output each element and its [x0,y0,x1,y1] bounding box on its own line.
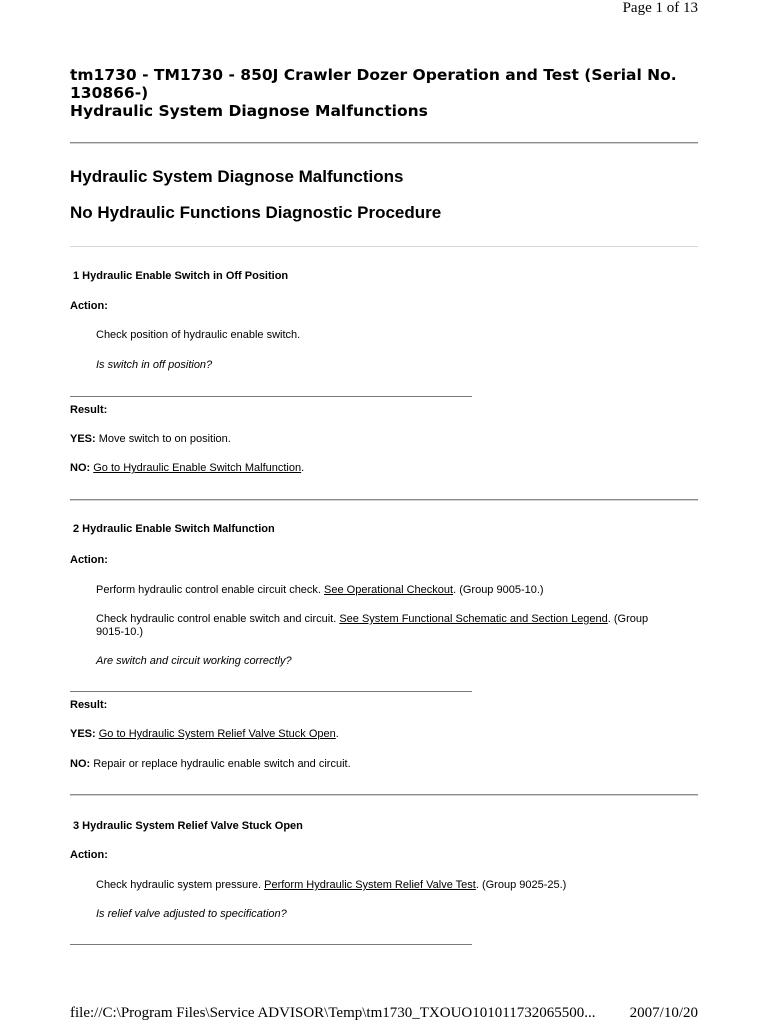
yes-label: YES: [70,433,96,445]
step-2-action-2-link[interactable]: See System Functional Schematic and Section Legend [339,613,608,625]
step-2-action-1 [96,584,544,597]
title-line-3: Hydraulic System Diagnose Malfunctions [70,102,428,120]
step-2-action-1-tail: . (Group 9005-10.) [453,584,544,596]
no-label: NO: [70,758,91,770]
step-2-action-2-text: Check hydraulic control enable switch and circuit. [96,613,340,625]
step-2-question: Are switch and circuit working correctly? [96,655,292,667]
step-1-title: 1 Hydraulic Enable Switch in Off Position [73,270,289,282]
step-1-no-tail: . [301,462,305,474]
title-divider [70,142,698,144]
step-1-yes [70,433,231,446]
step-2-yes-link[interactable]: Go to Hydraulic System Relief Valve Stuck Open [98,728,336,740]
step-1-no-link[interactable]: Go to Hydraulic Enable Switch Malfunction [93,462,302,474]
step-1-action-divider [70,396,472,397]
step-1-result-label: Result: [70,404,108,416]
step-3-question: Is relief valve adjusted to specification? [96,908,287,920]
procedure-divider [70,246,698,247]
step-2-yes [70,728,339,741]
document-title [70,66,710,120]
step-1-yes-text: Move switch to on position. [95,433,231,445]
step-1-divider [70,499,698,501]
footer-file-path: file://C:\Program Files\Service ADVISOR\Temp\tm1730_TXOUO101011732065500... [70,1005,596,1021]
yes-label: YES: [70,728,96,740]
step-2-action-1-text: Perform hydraulic control enable circuit check. [96,584,325,596]
step-1-no [70,462,304,475]
step-2-action-2-tail: . (Group [607,613,649,625]
step-2-title: 2 Hydraulic Enable Switch Malfunction [73,523,275,535]
step-3-title: 3 Hydraulic System Relief Valve Stuck Open [73,820,303,832]
step-3-action-label: Action: [70,849,108,861]
step-3-action-divider [70,944,472,945]
step-2-action-2-line2: 9015-10.) [96,626,144,638]
no-label: NO: [70,462,91,474]
procedure-heading: No Hydraulic Functions Diagnostic Procedure [70,203,442,222]
step-2-result-label: Result: [70,699,108,711]
step-3-action-1-link[interactable]: Perform Hydraulic System Relief Valve Test [264,879,476,891]
footer-date: 2007/10/20 [629,1005,698,1021]
section-heading: Hydraulic System Diagnose Malfunctions [70,167,404,186]
step-2-action-1-link[interactable]: See Operational Checkout [324,584,454,596]
title-line-2: 130866-) [70,84,149,102]
step-1-action-label: Action: [70,300,108,312]
step-2-action-divider [70,691,472,692]
step-2-action-2 [96,613,698,639]
step-3-action-1 [96,879,566,892]
page-number: Page 1 of 13 [622,0,698,16]
step-2-no-text: Repair or replace hydraulic enable switch and circuit. [90,758,351,770]
step-2-divider [70,794,698,796]
step-3-action-1-tail: . (Group 9025-25.) [475,879,567,891]
step-2-yes-tail: . [335,728,339,740]
step-3-action-1-text: Check hydraulic system pressure. [96,879,265,891]
title-line-1: tm1730 - TM1730 - 850J Crawler Dozer Operation and Test (Serial No. [70,66,677,84]
step-2-no [70,758,351,771]
step-1-question: Is switch in off position? [96,359,213,371]
step-2-action-label: Action: [70,554,108,566]
step-1-action-text: Check position of hydraulic enable switch. [96,329,301,341]
